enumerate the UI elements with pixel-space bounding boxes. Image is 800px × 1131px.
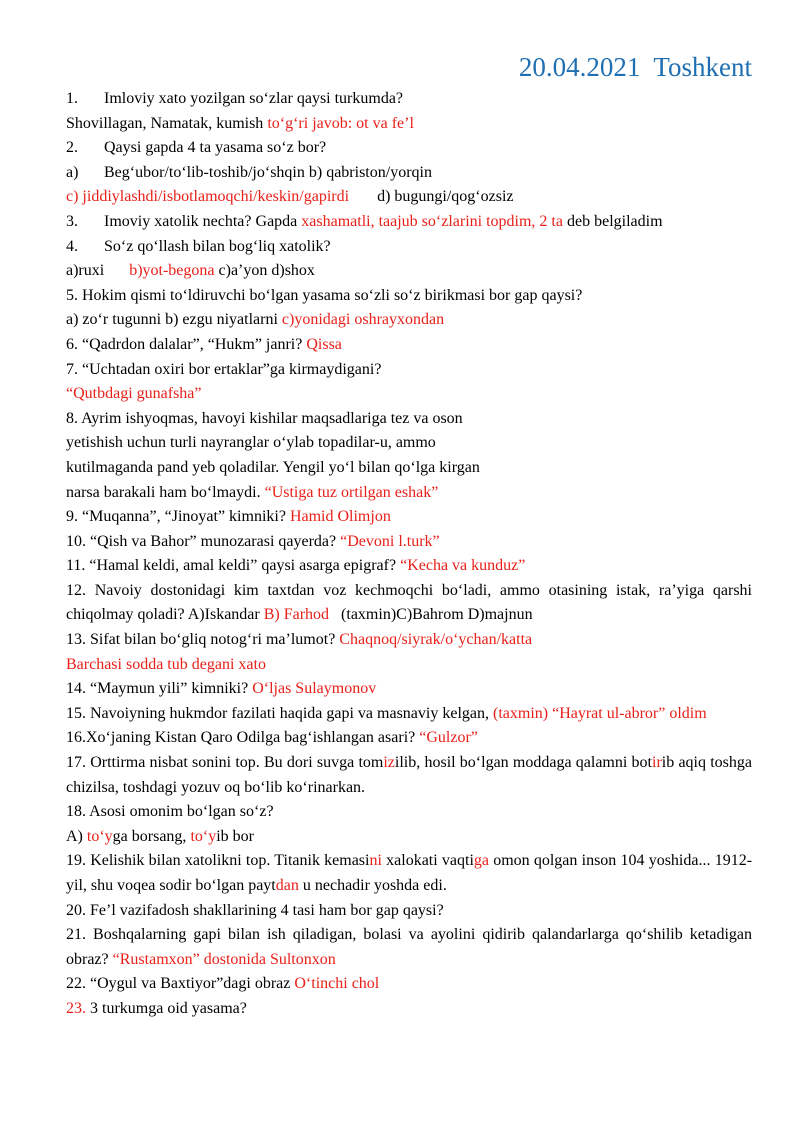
highlighted-suffix: ga — [473, 852, 489, 870]
question-8-line-2: yetishish uchun turli nayranglar o‘ylab topadilar-u, ammo — [66, 434, 436, 452]
highlighted-affix: ir — [652, 754, 662, 772]
option-label: A) — [66, 827, 87, 845]
question-text-end: deb belgiladim — [562, 212, 663, 230]
answer-text: “Rustamxon” dostonida Sultonxon — [112, 950, 336, 968]
question-text: 11. “Hamal keldi, amal keldi” qaysi asarga epigraf? — [66, 557, 401, 575]
answer-text: “Devoni l.turk” — [340, 532, 440, 550]
question-text: 14. “Maymun yili” kimniki? — [66, 680, 253, 698]
question-text: 3 turkumga oid yasama? — [86, 999, 247, 1017]
answer-text: to‘g‘ri javob: ot va fe’l — [267, 114, 414, 132]
highlighted-root: to‘y — [190, 827, 217, 845]
answer-text: xashamatli, taajub so‘zlarini topdim, 2 ta — [301, 212, 563, 230]
answer-text: Chaqnoq/siyrak/o‘ychan/katta — [339, 631, 533, 649]
question-4 — [66, 235, 752, 260]
answer-text: “Kecha va kunduz” — [400, 557, 526, 575]
answer-option: b)yot-begona — [129, 262, 215, 280]
highlighted-affix: iz — [383, 754, 395, 772]
option-label: a) — [66, 163, 79, 181]
date-location-header: 20.04.2021 Toshkent — [518, 52, 752, 82]
questions-body — [66, 87, 752, 1022]
question-5-options — [66, 308, 752, 333]
answer-text: “Gulzor” — [419, 729, 478, 747]
question-2-options-ab — [66, 161, 752, 186]
question-text: 10. “Qish va Bahor” munozarasi qayerda? — [66, 532, 341, 550]
question-options-rest: (taxmin)C)Bahrom D)majnun — [329, 606, 533, 624]
question-8-line-4 — [66, 481, 752, 506]
question-text: 17. Orttirma nisbat sonini top. Bu dori suvga tom — [66, 754, 384, 772]
question-7: 7. “Uchtadan oxiri bor ertaklar”ga kirmaydigani? — [66, 360, 382, 378]
question-18: 18. Asosi omonim bo‘lgan so‘z? — [66, 803, 274, 821]
question-23 — [66, 997, 752, 1022]
question-text: 19. Kelishik bilan xatolikni top. Titanik kemasi — [66, 852, 370, 870]
question-22 — [66, 972, 752, 997]
question-text: omon qolgan inson 104 yoshida... 1912-yil, shu voqea sodir bo‘lgan payt — [66, 852, 753, 894]
question-18-answer — [66, 825, 752, 850]
question-1-answer-line — [66, 112, 752, 137]
question-3 — [66, 210, 752, 235]
answer-text: O‘ljas Sulaymonov — [252, 680, 377, 698]
answer-text: O‘tinchi chol — [294, 975, 380, 993]
answer-text: (taxmin) “Hayrat ul-abror” oldim — [493, 704, 707, 722]
question-text: 12. Navoiy dostonidagi kim taxtdan voz kechmoqchi bo‘ladi, ammo otasining istak, ra’yiga qarshi chiqolmay qoladi? A)Iskandar — [66, 581, 752, 624]
question-17 — [66, 751, 752, 800]
question-text: narsa barakali ham bo‘lmaydi. — [66, 483, 265, 501]
option-text: d) bugungi/qog‘ozsiz — [377, 188, 514, 206]
question-7-answer: “Qutbdagi gunafsha” — [66, 385, 202, 403]
question-16 — [66, 726, 752, 751]
question-text: u nechadir yoshda edi. — [298, 877, 447, 894]
question-number: 4. — [66, 237, 78, 255]
question-number: 1. — [66, 90, 78, 107]
question-13-note: Barchasi sodda tub degani xato — [66, 655, 266, 673]
option-text: a)ruxi — [66, 262, 105, 280]
question-text: 13. Sifat bilan bo‘gliq notog‘ri ma’lumot? — [66, 631, 340, 649]
question-2 — [66, 136, 752, 161]
question-number: 2. — [66, 139, 78, 157]
option-text: Beg‘ubor/to‘lib-toshib/jo‘shqin b) qabriston/yorqin — [104, 163, 432, 181]
question-text: So‘z qo‘llash bilan bog‘liq xatolik? — [104, 237, 331, 255]
question-text: Imloviy xato yozilgan so‘zlar qaysi turkumda? — [104, 90, 404, 107]
question-text: ib aqiq toshga chizilsa, toshdagi yozuv oq bo‘lib ko‘rinarkan. — [66, 754, 752, 796]
question-text: ilib, hosil bo‘lgan moddaga qalamni bot — [394, 754, 652, 772]
highlighted-suffix: ni — [369, 852, 382, 870]
answer-option: c) jiddiylashdi/isbotlamoqchi/keskin/gapirdi — [66, 188, 350, 206]
question-text: 6. “Qadrdon dalalar”, “Hukm” janri? — [66, 335, 307, 353]
question-text: Imoviy xatolik nechta? Gapda — [104, 212, 302, 230]
answer-text: ib bor — [216, 827, 254, 845]
highlighted-root: to‘y — [86, 827, 113, 845]
question-text: 9. “Muqanna”, “Jinoyat” kimniki? — [66, 508, 290, 526]
answer-text: B) Farhod — [263, 606, 330, 624]
question-text: 15. Navoiyning hukmdor fazilati haqida gapi va masnaviy kelgan, — [66, 704, 493, 722]
question-9 — [66, 505, 752, 530]
option-text: c)a’yon d)shox — [214, 262, 315, 280]
question-21 — [66, 923, 752, 972]
question-text: 16.Xo‘janing Kistan Qaro Odilga bag‘ishlangan asari? — [66, 729, 420, 747]
question-11 — [66, 554, 752, 579]
question-text: Qaysi gapda 4 ta yasama so‘z bor? — [104, 139, 327, 157]
question-19 — [66, 849, 752, 898]
answer-text: Hamid Olimjon — [289, 508, 391, 526]
highlighted-suffix: dan — [275, 877, 299, 894]
question-number: 23. — [66, 999, 86, 1017]
answer-text: ga borsang, — [112, 827, 191, 845]
question-14 — [66, 677, 752, 702]
answer-text: Qissa — [306, 335, 342, 353]
question-context: Shovillagan, Namatak, kumish — [66, 114, 268, 132]
answer-option: c)yonidagi oshrayxondan — [281, 311, 445, 329]
answer-text: “Ustiga tuz ortilgan eshak” — [264, 483, 439, 501]
question-15 — [66, 702, 752, 727]
option-text: a) zo‘r tugunni b) ezgu niyatlarni — [66, 311, 282, 329]
question-number: 3. — [66, 212, 78, 230]
question-10 — [66, 530, 752, 555]
question-20: 20. Fe’l vazifadosh shakllarining 4 tasi ham bor gap qaysi? — [66, 901, 444, 919]
question-5: 5. Hokim qismi to‘ldiruvchi bo‘lgan yasama so‘zli so‘z birikmasi bor gap qaysi? — [66, 286, 583, 304]
question-8-line-1: 8. Ayrim ishyoqmas, havoyi kishilar maqsadlariga tez va oson — [66, 409, 463, 427]
question-1 — [66, 87, 752, 112]
question-13 — [66, 628, 752, 653]
question-2-options-cd — [66, 185, 752, 210]
question-4-options — [66, 259, 752, 284]
question-8-line-3: kutilmaganda pand yeb qoladilar. Yengil yo‘l bilan qo‘lga kirgan — [66, 458, 480, 476]
question-6 — [66, 333, 752, 358]
question-text: xalokati vaqti — [381, 852, 474, 870]
question-12 — [66, 579, 752, 628]
question-text: 22. “Oygul va Baxtiyor”dagi obraz — [66, 975, 295, 993]
question-text: 21. Boshqalarning gapi bilan ish qiladigan, bolasi va ayolini qidirib qalandarlarga qo‘shilib ketadigan obraz? — [66, 926, 752, 968]
